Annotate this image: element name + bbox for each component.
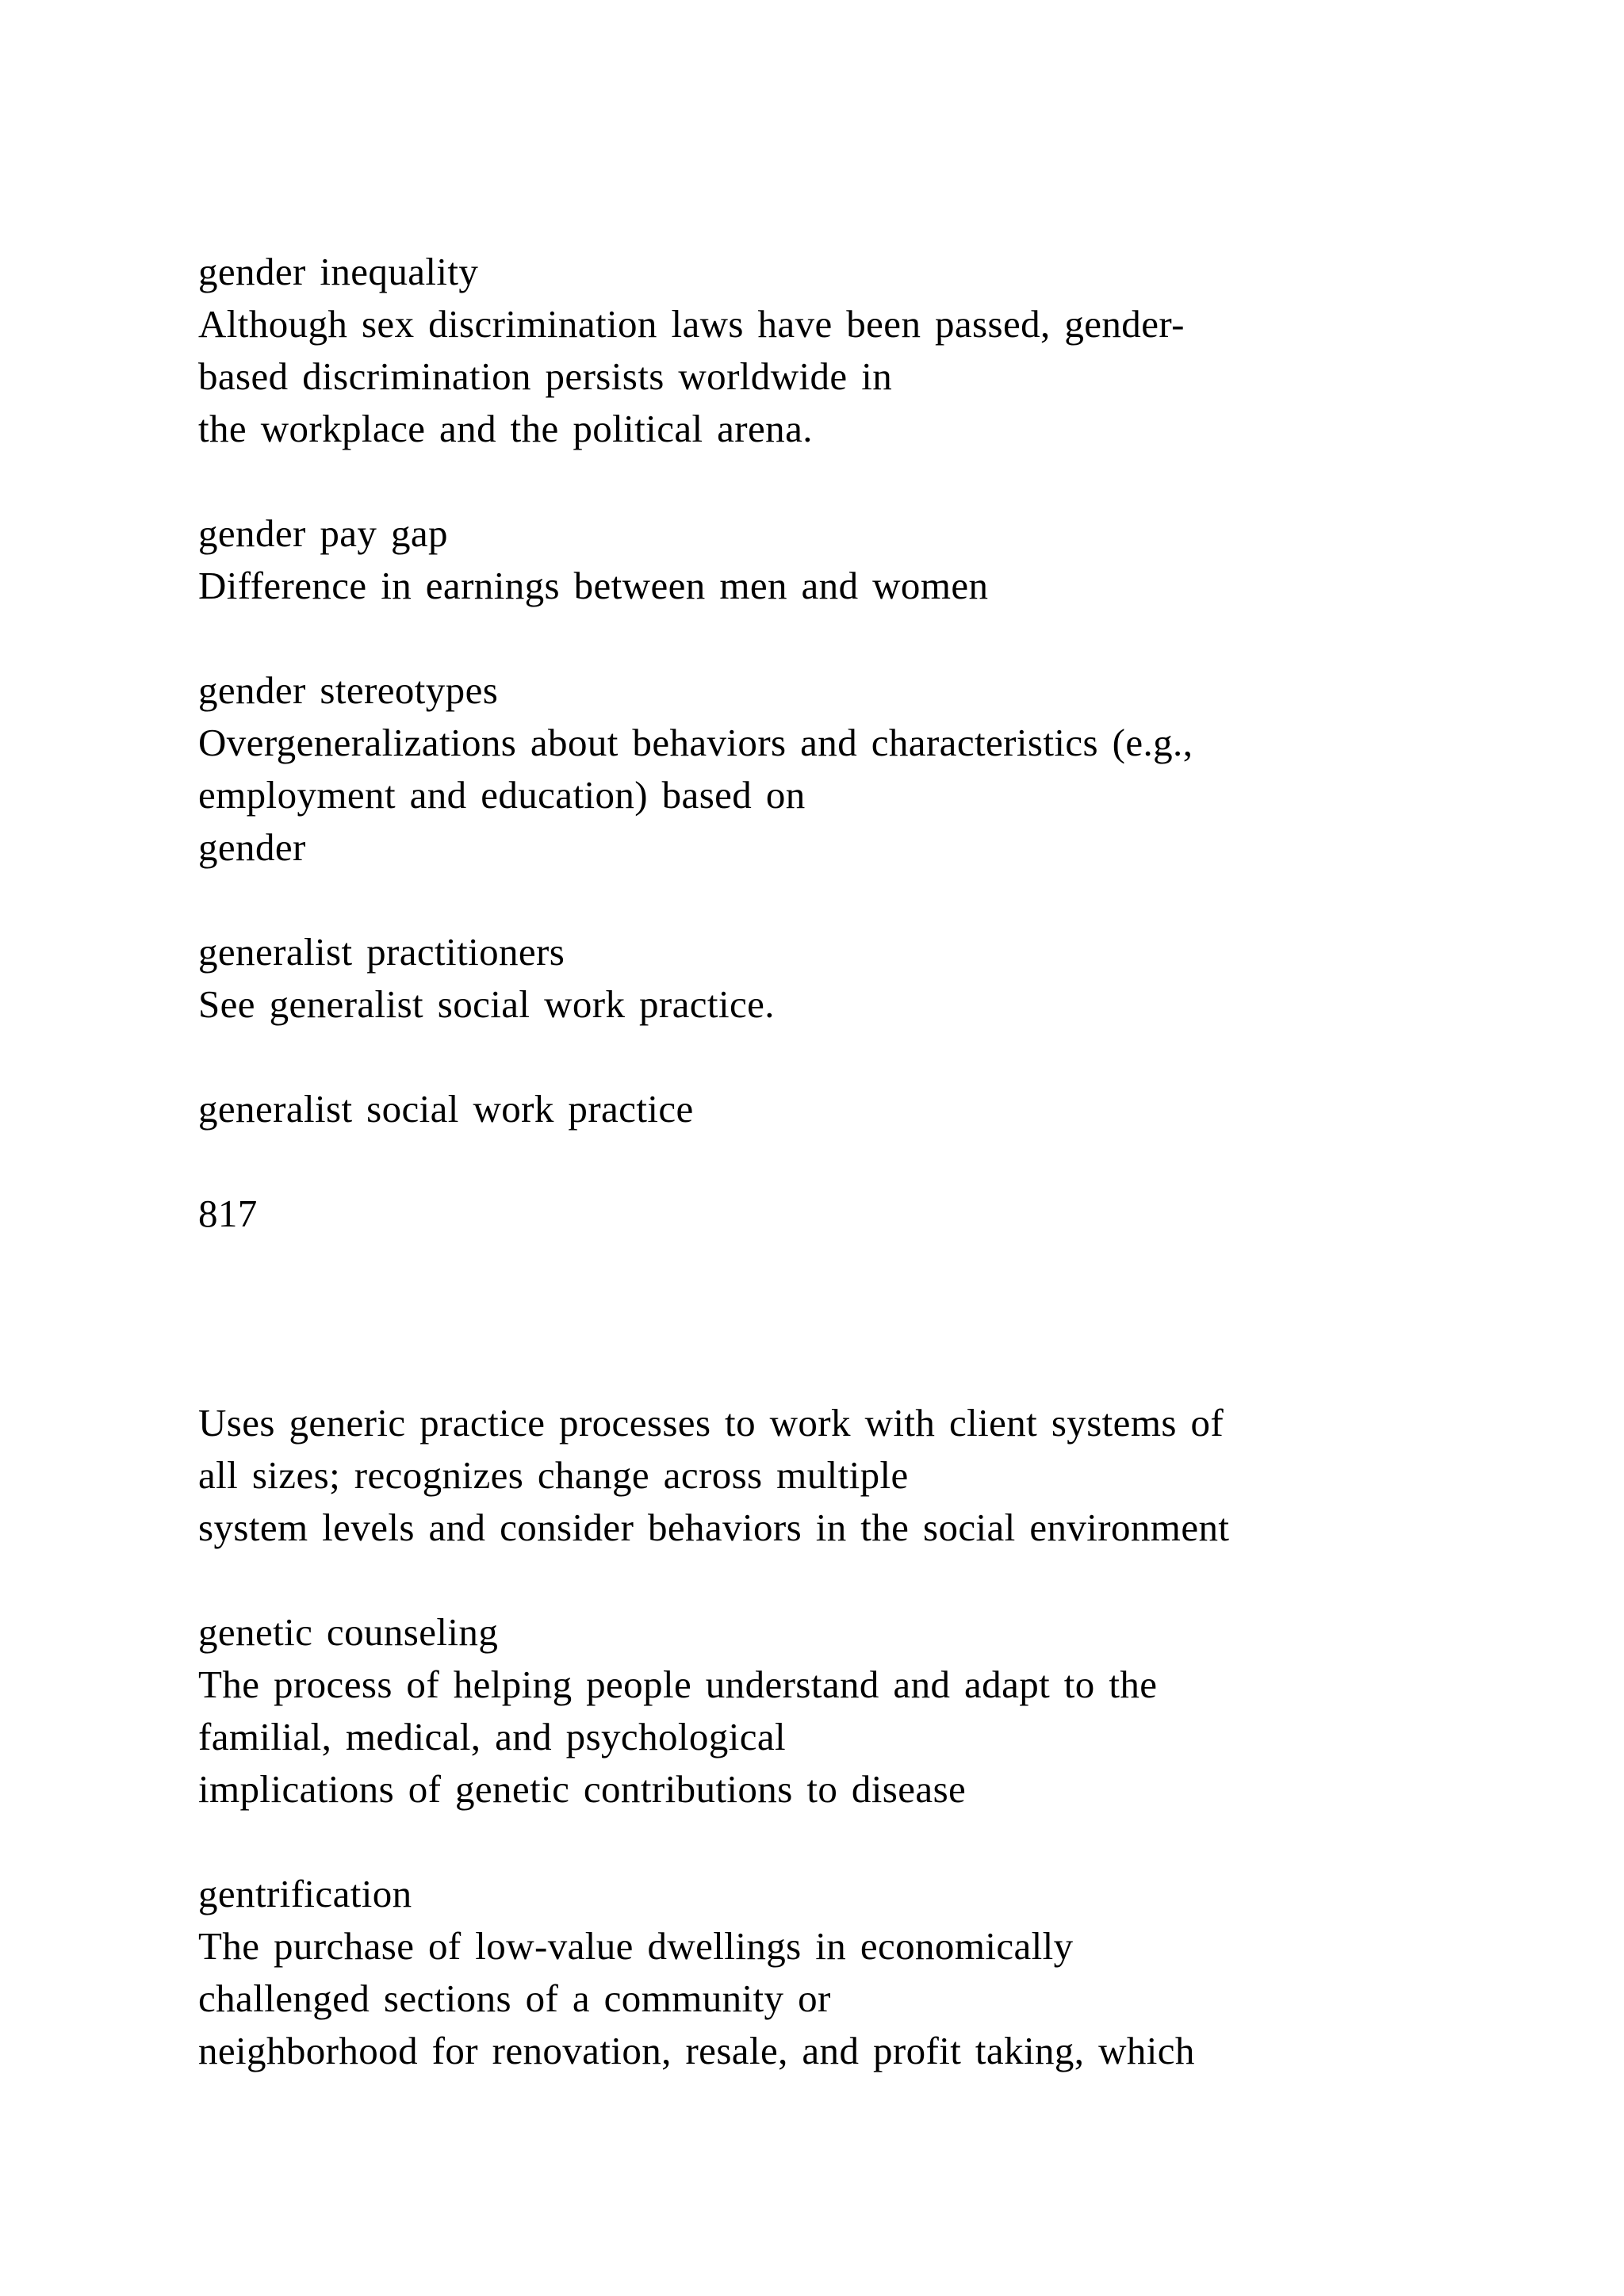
definition-line: employment and education) based on — [198, 773, 806, 817]
definition-line: Overgeneralizations about behaviors and characteristics (e.g., — [198, 721, 1193, 764]
term-gender-pay-gap: gender pay gap — [198, 511, 448, 555]
definition-line: The process of helping people understand and adapt to the — [198, 1663, 1158, 1706]
definition-line: Uses generic practice processes to work with client systems of — [198, 1401, 1224, 1445]
definition-line: based discrimination persists worldwide in — [198, 354, 893, 398]
term-gender-stereotypes: gender stereotypes — [198, 668, 499, 712]
definition-line: Difference in earnings between men and women — [198, 564, 989, 607]
definition-line: the workplace and the political arena. — [198, 407, 813, 450]
definition-line: familial, medical, and psychological — [198, 1715, 787, 1758]
term-gentrification: gentrification — [198, 1872, 412, 1915]
term-generalist-practitioners: generalist practitioners — [198, 930, 565, 974]
definition-line: implications of genetic contributions to disease — [198, 1767, 967, 1811]
term-genetic-counseling: genetic counseling — [198, 1610, 499, 1654]
definition-line: The purchase of low-value dwellings in economically — [198, 1924, 1074, 1968]
definition-line: challenged sections of a community or — [198, 1976, 831, 2020]
definition-line: neighborhood for renovation, resale, and profit taking, which — [198, 2029, 1195, 2072]
definition-line: Although sex discrimination laws have been passed, gender- — [198, 302, 1185, 346]
page-number: 817 — [198, 1192, 258, 1235]
term-gender-inequality: gender inequality — [198, 250, 479, 293]
term-generalist-social-work-practice: generalist social work practice — [198, 1087, 694, 1131]
definition-line: gender — [198, 825, 306, 869]
definition-line: all sizes; recognizes change across multiple — [198, 1453, 909, 1497]
definition-line: See generalist social work practice. — [198, 982, 775, 1026]
definition-line: system levels and consider behaviors in the social environment — [198, 1506, 1230, 1549]
